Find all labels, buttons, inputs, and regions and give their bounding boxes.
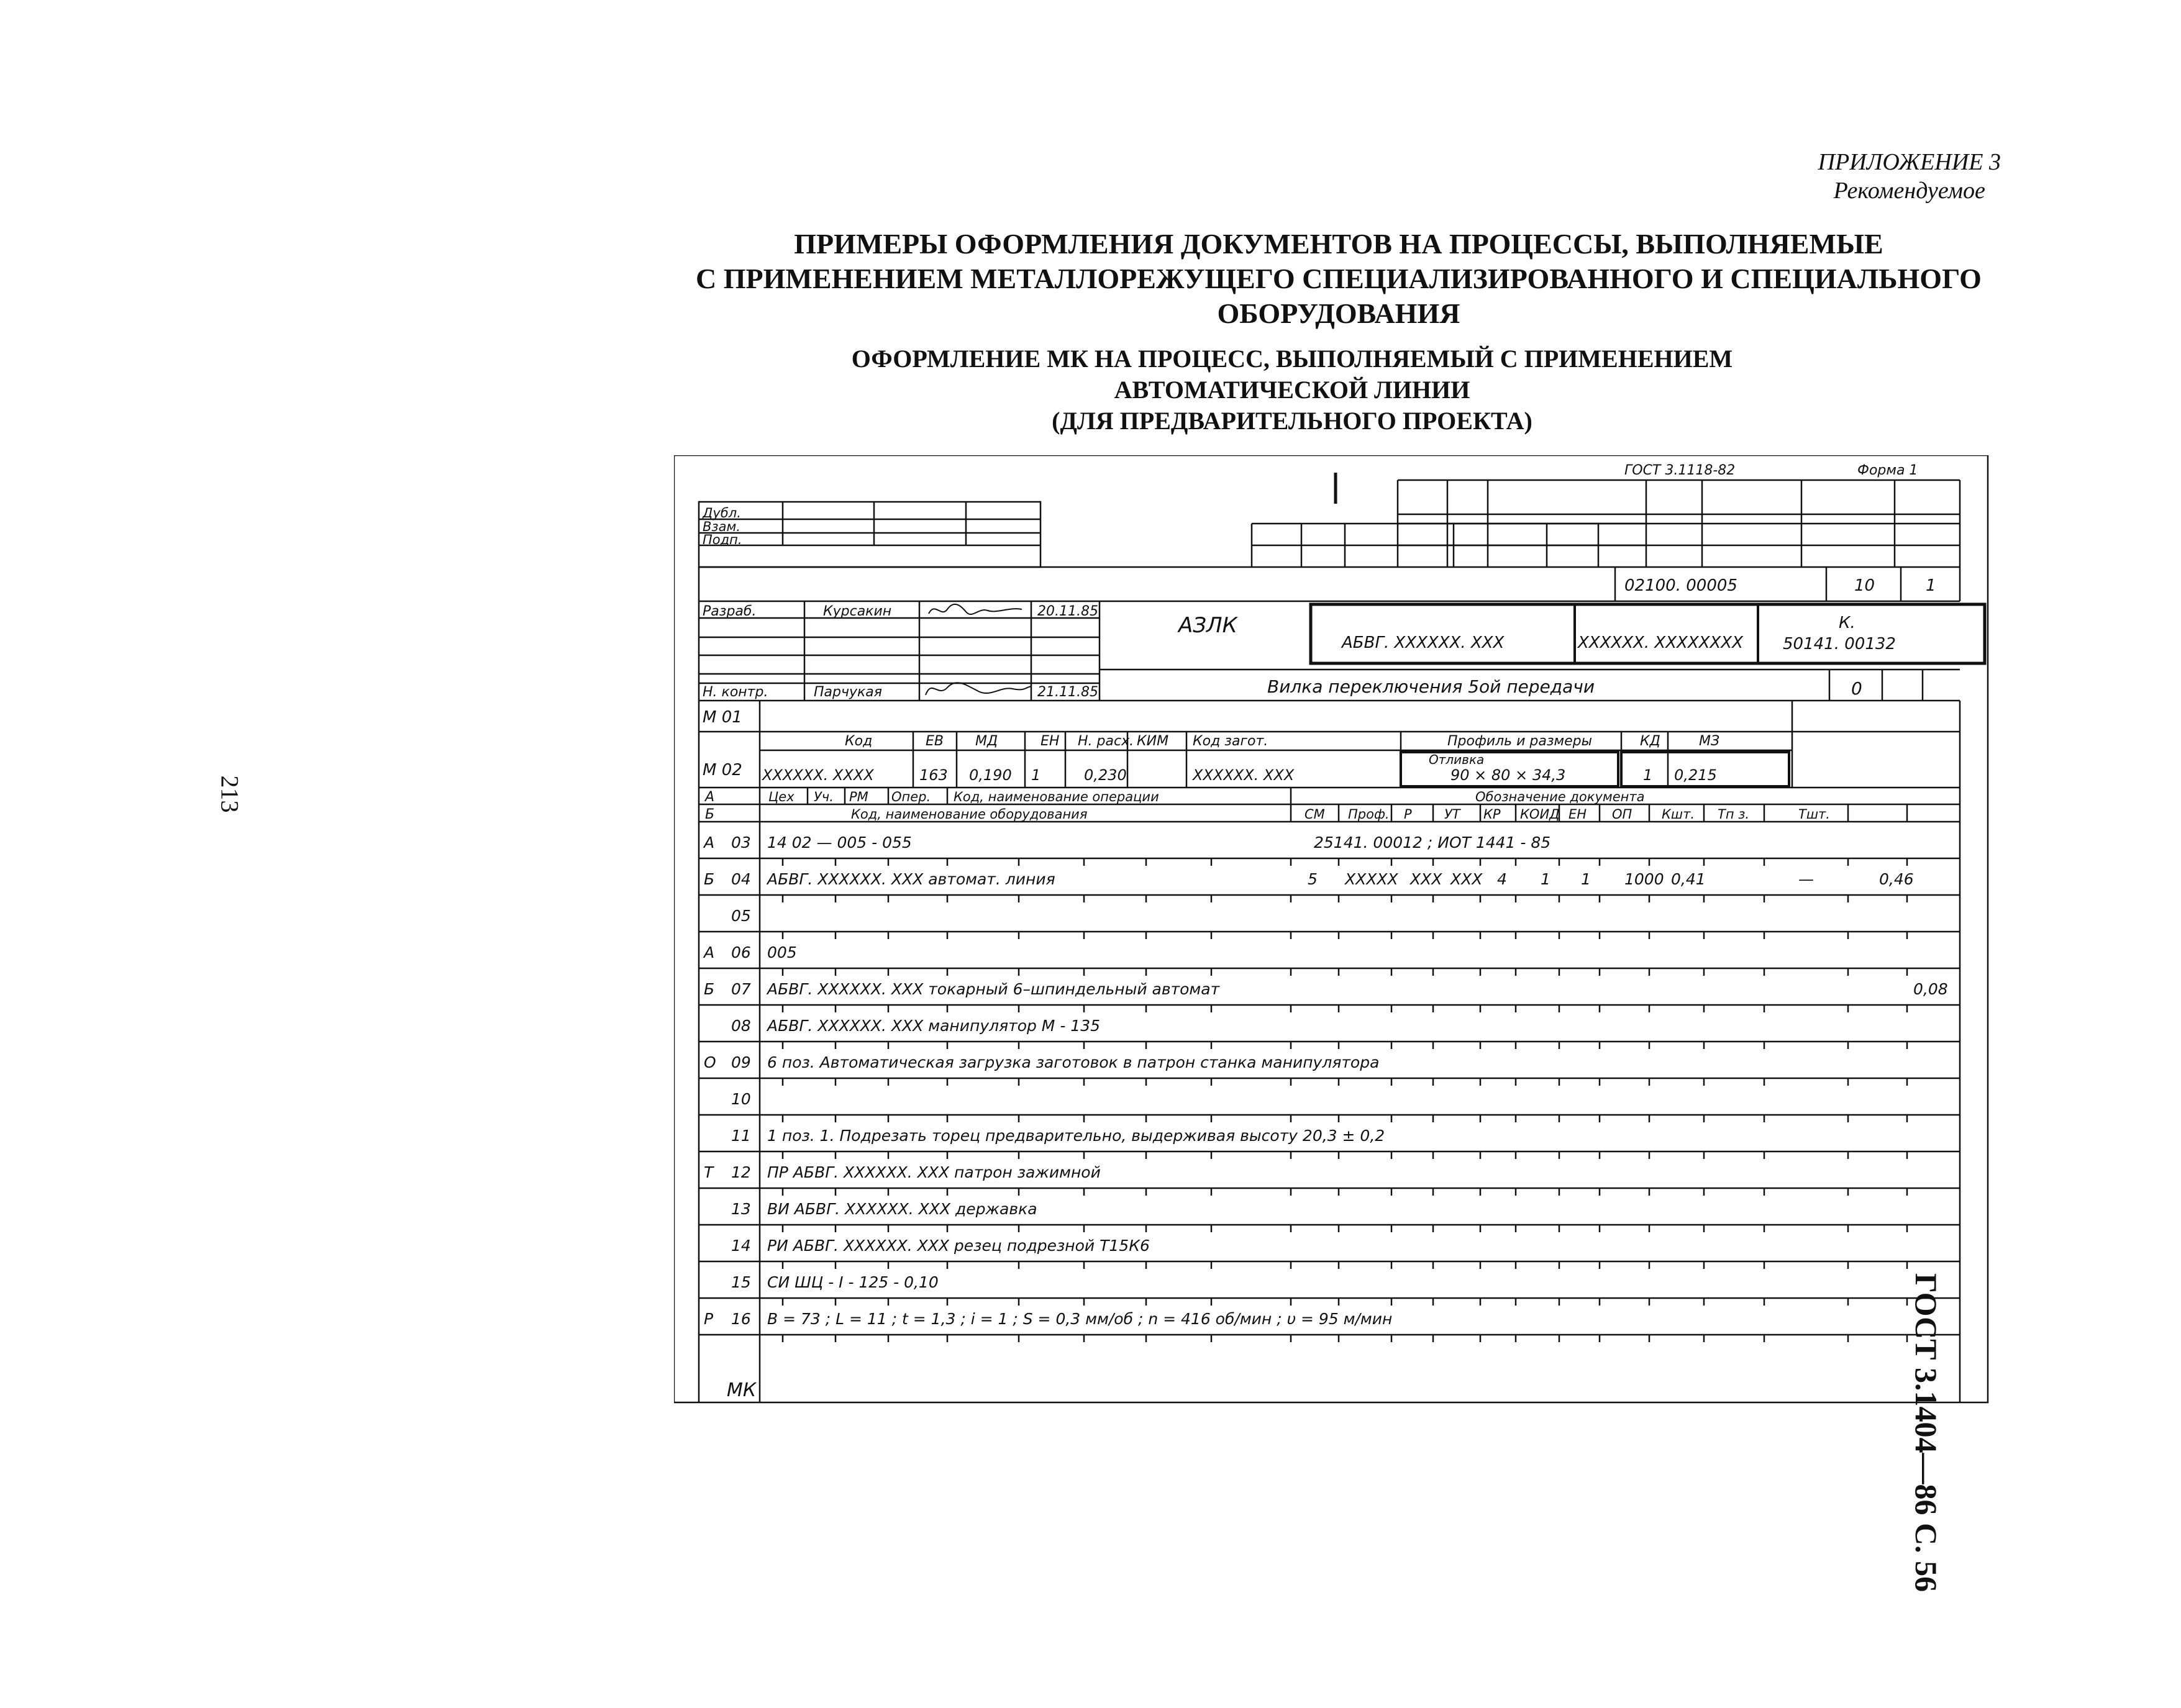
row-number: 11 [731,1127,751,1145]
page-number: 213 [216,775,244,813]
k-value: 50141. 00132 [1783,635,1896,653]
row-prefix: Т [704,1163,714,1181]
part-name: Вилка переключения 5ой передачи [1267,676,1595,697]
appendix-note [1818,148,2001,205]
row-number: 06 [731,943,751,961]
appendix-number: ПРИЛОЖЕНИЕ 3 [1818,149,2001,175]
row-number: 16 [731,1310,751,1328]
m02-label: М 02 [703,761,742,779]
operation-header-cell: Код, наименование операции [954,789,1159,804]
part-designation: АБВГ. XXXXXX. XXX [1342,634,1505,652]
row-time: 0,08 [1913,980,1948,998]
row-prefix: Б [704,870,715,888]
row-number: 08 [731,1017,751,1035]
gost-label: ГОСТ 3.1118-82 [1624,463,1736,478]
appendix-status: Рекомендуемое [1833,178,1985,204]
row-prefix: А [704,834,715,852]
sub-title-line: ОФОРМЛЕНИЕ МК НА ПРОЦЕСС, ВЫПОЛНЯЕМЫЙ С ПРИМЕНЕНИЕМ [851,345,1733,373]
sub-title-line: (ДЛЯ ПРЕДВАРИТЕЛЬНОГО ПРОЕКТА) [1052,407,1532,435]
main-title-line: С ПРИМЕНЕНИЕМ МЕТАЛЛОРЕЖУЩЕГО СПЕЦИАЛИЗИРОВАННОГО И СПЕЦИАЛЬНОГО [696,263,1982,294]
main-title [671,227,2006,331]
row-param: 5 [1308,870,1318,888]
forma-label: Форма 1 [1857,463,1918,478]
material-value: 0,215 [1674,766,1717,784]
row-param: — [1798,870,1814,888]
material-value: XXXXXX. XXX [1193,766,1295,784]
row-number: 15 [731,1273,751,1291]
row-content: 1 поз. 1. Подрезать торец предварительно, выдерживая высоту 20,3 ± 0,2 [767,1127,1385,1145]
material-value: XXXXXX. XXXX [762,766,874,784]
route-card-form [674,455,2016,1409]
material-header: Код [845,734,873,749]
row-param: 1 [1581,870,1591,888]
row-content: ПР АБВГ. XXXXXX. XXX патрон зажимной [767,1163,1101,1181]
row-number: 10 [731,1090,751,1108]
material-value: 0,230 [1084,766,1127,784]
row-number: 13 [731,1200,751,1218]
row-content: АБВГ. XXXXXX. XXX токарный 6–шпиндельный автомат [767,980,1220,998]
material-header: МД [975,734,998,749]
equipment-header-cell: Тшт. [1798,807,1830,822]
material-value: 1 [1643,766,1653,784]
part-designation-2: XXXXXX. XXXXXXXX [1578,634,1743,652]
gost-side-stamp: ГОСТ 3.1404—86 С. 56 [1909,1273,1944,1592]
row-prefix: Б [704,980,715,998]
material-header: Н. расх. [1078,734,1134,749]
sheets-total: 10 [1854,576,1875,595]
equipment-header-cell: КР [1483,807,1501,822]
razrab-signature [929,604,1022,614]
sub-title [795,343,1789,437]
material-header: МЗ [1699,734,1720,749]
row-number: 14 [731,1237,751,1255]
main-title-line: ОБОРУДОВАНИЯ [1217,298,1460,329]
material-value: 163 [919,766,948,784]
equipment-header-cell: СМ [1305,807,1325,822]
row-number: 12 [731,1163,751,1181]
material-value: 90 × 80 × 34,3 [1450,766,1566,784]
k-label: К. [1839,614,1855,632]
operation-header-cell: Уч. [814,789,834,804]
material-header: КД [1640,734,1660,749]
row-prefix: А [704,943,715,961]
dubl-label: Дубл. [703,506,741,520]
equipment-header-cell: Кшт. [1662,807,1695,822]
row-content: ВИ АБВГ. XXXXXX. XXX державка [767,1200,1037,1218]
nkontr-name: Парчукая [814,684,883,700]
podl-label: Подп. [703,532,742,547]
nkontr-signature [926,683,1031,695]
footer-mk: МК [727,1379,757,1401]
equipment-header-cell: УТ [1444,807,1460,822]
sub-title-line: АВТОМАТИЧЕСКОЙ ЛИНИИ [1114,376,1470,404]
document-code: 02100. 00005 [1624,576,1737,595]
equipment-header-cell: Тп з. [1718,807,1750,822]
header-b-label: Б [705,807,715,822]
row-param: XXX [1410,870,1442,888]
operation-header-cell: РМ [849,789,868,804]
row-content: СИ ШЦ - I - 125 - 0,10 [767,1273,939,1291]
equipment-header-cell: Код, наименование оборудования [851,807,1088,822]
equipment-header-cell: Проф. [1348,807,1390,822]
row-param: 4 [1497,870,1507,888]
razrab-label: Разраб. [703,604,757,619]
material-header: Код загот. [1193,734,1268,749]
row-param: 1000 [1624,870,1664,888]
zagot-type: Отливка [1429,752,1485,767]
lit-value: 0 [1851,678,1862,699]
row-number: 05 [731,907,751,925]
nkontr-label: Н. контр. [703,684,768,700]
material-header: ЕН [1040,734,1060,749]
nkontr-date: 21.11.85 [1037,684,1098,700]
operation-header-cell: Обозначение документа [1475,789,1645,804]
material-header: ЕВ [926,734,944,749]
material-header: Профиль и размеры [1447,734,1592,749]
row-content: АБВГ. XXXXXX. XXX манипулятор М - 135 [767,1017,1101,1035]
row-param: 0,46 [1879,870,1914,888]
row-number: 09 [731,1053,751,1071]
row-param: 0,41 [1671,870,1706,888]
row-content: РИ АБВГ. XXXXXX. XXX резец подрезной Т15К6 [767,1237,1150,1255]
row-number: 04 [731,870,751,888]
row-number: 07 [731,980,751,998]
row-document: 25141. 00012 ; ИОТ 1441 - 85 [1314,834,1551,852]
razrab-date: 20.11.85 [1037,604,1098,619]
row-content: АБВГ. XXXXXX. XXX автомат. линия [767,870,1055,888]
operation-header-cell: Цех [768,789,795,804]
row-content: 6 поз. Автоматическая загрузка заготовок в патрон станка манипулятора [767,1053,1380,1071]
equipment-header-cell: ОП [1612,807,1632,822]
row-content: 14 02 — 005 - 055 [767,834,912,852]
equipment-header-cell: КОИД [1520,807,1560,822]
material-header: КИМ [1137,734,1169,749]
row-number: 03 [731,834,751,852]
m01-label: М 01 [703,708,742,727]
header-a-label: А [705,789,715,805]
row-param: XXX [1450,870,1483,888]
row-param: XXXXX [1345,870,1398,888]
equipment-header-cell: ЕН [1569,807,1587,822]
operation-header-cell: Опер. [891,789,931,804]
row-param: 1 [1541,870,1550,888]
organization: АЗЛК [1178,613,1237,638]
equipment-header-cell: Р [1404,807,1412,822]
razrab-name: Курсакин [823,604,892,619]
material-value: 1 [1031,766,1041,784]
row-content: В = 73 ; L = 11 ; t = 1,3 ; i = 1 ; S = 0,3 мм/об ; n = 416 об/мин ; υ = 95 м/мин [767,1310,1393,1328]
vzam-label: Взам. [703,519,740,534]
material-value: 0,190 [969,766,1012,784]
row-content: 005 [767,943,797,961]
sheet-number: 1 [1926,576,1936,595]
row-prefix: Р [704,1310,714,1328]
route-card-grid [674,455,2016,1406]
main-title-line: ПРИМЕРЫ ОФОРМЛЕНИЯ ДОКУМЕНТОВ НА ПРОЦЕССЫ, ВЫПОЛНЯЕМЫЕ [794,228,1883,260]
row-prefix: О [704,1053,716,1071]
